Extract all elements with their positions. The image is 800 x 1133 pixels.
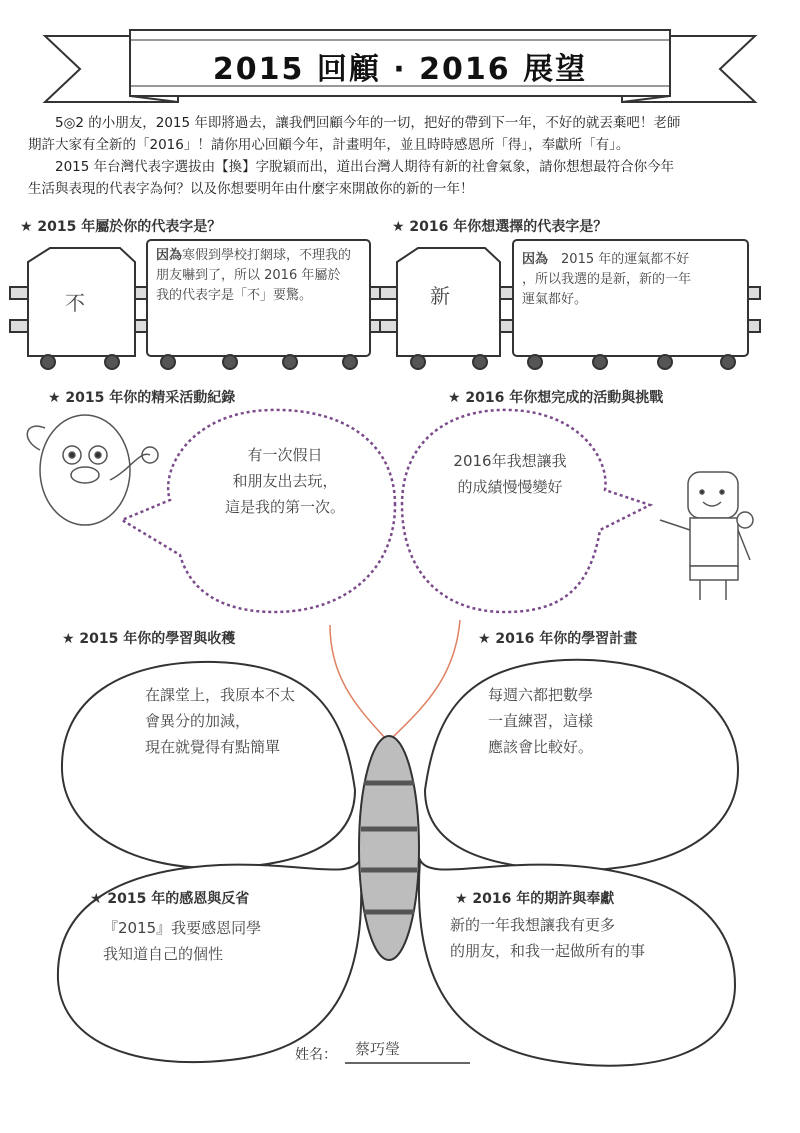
page-title: 2015 回顧 · 2016 展望 — [212, 52, 588, 87]
reason-2015 — [156, 246, 368, 306]
heading-2016-reflection: ★ 2016 年的期許與奉獻 — [455, 891, 615, 907]
intro-line-4: 生活與表現的代表字為何？以及你想要明年由什麼字來開啟你的新的一年！ — [28, 181, 474, 197]
activity-2016-text — [430, 448, 590, 500]
reason-2015-line-3: 我的代表字是「不」要驚。 — [156, 288, 313, 303]
activity-bubbles — [122, 410, 650, 612]
learning-2015-line-3: 現在就覺得有點簡單 — [145, 738, 281, 756]
word-2016: 新 — [430, 284, 450, 308]
reflection-2016-line-1: 新的一年我想讓我有更多 — [450, 916, 616, 934]
reason-2015-line-2: 朋友嚇到了，所以 2016 年屬於 — [156, 268, 341, 283]
word-2015: 不 — [65, 291, 85, 315]
reflection-2015-text — [103, 915, 333, 967]
activity-2015-line-2: 和朋友出去玩， — [232, 472, 338, 490]
activity-2015-line-1: 有一次假日 — [247, 446, 323, 464]
reflection-2015-line-1: 『2015』我要感恩同學 — [103, 919, 262, 937]
intro-line-1: 5◎2 的小朋友，2015 年即將過去，讓我們回顧今年的一切，把好的帶到下一年，不好的就丟棄吧！老師 — [28, 115, 681, 131]
learning-2016-text — [488, 682, 688, 760]
jake-illustration — [27, 415, 158, 525]
intro-line-3: 2015 年台灣代表字選拔由【換】字脫穎而出，道出台灣人期待有新的社會氣象，請你想想最符合你今年 — [28, 159, 675, 175]
heading-2016-activities: ★ 2016 年你想完成的活動與挑戰 — [448, 390, 664, 406]
intro-line-2: 期許大家有全新的「2016」！請你用心回顧今年，計畫明年，並且時時感恩所「得」，奉獻所「有」。 — [28, 137, 630, 153]
activity-2015-text — [205, 442, 365, 520]
reason-2016-line-2: ，所以我選的是新，新的一年 — [522, 272, 692, 287]
because-label-2015: 因為 — [156, 248, 183, 263]
name-value: 蔡巧瑩 — [355, 1040, 401, 1058]
intro-paragraph — [28, 112, 773, 200]
reflection-2016-text — [450, 912, 720, 964]
learning-2016-line-3: 應該會比較好。 — [488, 738, 594, 756]
because-label-2016: 因為 — [522, 252, 549, 267]
reflection-2016-line-2: 的朋友，和我一起做所有的事 — [450, 942, 646, 960]
finn-illustration — [660, 472, 753, 600]
heading-2015-activities: ★ 2015 年你的精采活動紀錄 — [48, 390, 236, 406]
heading-2015-learning: ★ 2015 年你的學習與收穫 — [62, 631, 236, 647]
reason-2016-line-1: 2015 年的運氣都不好 — [561, 252, 690, 267]
heading-2016-word: ★ 2016 年你想選擇的代表字是？ — [392, 219, 608, 235]
learning-2015-line-2: 會異分的加減， — [145, 712, 251, 730]
heading-2016-learning: ★ 2016 年你的學習計畫 — [478, 631, 638, 647]
learning-2015-line-1: 在課堂上，我原本不太 — [145, 686, 296, 704]
activity-2016-line-2: 的成績慢慢變好 — [457, 478, 563, 496]
butterfly-body — [359, 736, 419, 960]
learning-2016-line-2: 一直練習，這樣 — [488, 712, 594, 730]
name-label: 姓名： — [295, 1047, 337, 1063]
activity-2015-line-3: 這是我的第一次。 — [224, 498, 345, 516]
reason-2015-line-1: 寒假到學校打網球，不理我的 — [182, 248, 352, 263]
learning-2015-text — [145, 682, 345, 760]
reason-2016-line-3: 運氣都好。 — [522, 292, 588, 307]
heading-2015-word: ★ 2015 年屬於你的代表字是？ — [20, 219, 222, 235]
reflection-2015-line-2: 我知道自己的個性 — [103, 945, 224, 963]
activity-2016-line-1: 2016年我想讓我 — [453, 452, 567, 470]
butterfly-antennae — [330, 620, 460, 738]
learning-2016-line-1: 每週六都把數學 — [488, 686, 594, 704]
reason-2016 — [522, 250, 746, 310]
heading-2015-reflection: ★ 2015 年的感恩與反省 — [90, 891, 250, 907]
